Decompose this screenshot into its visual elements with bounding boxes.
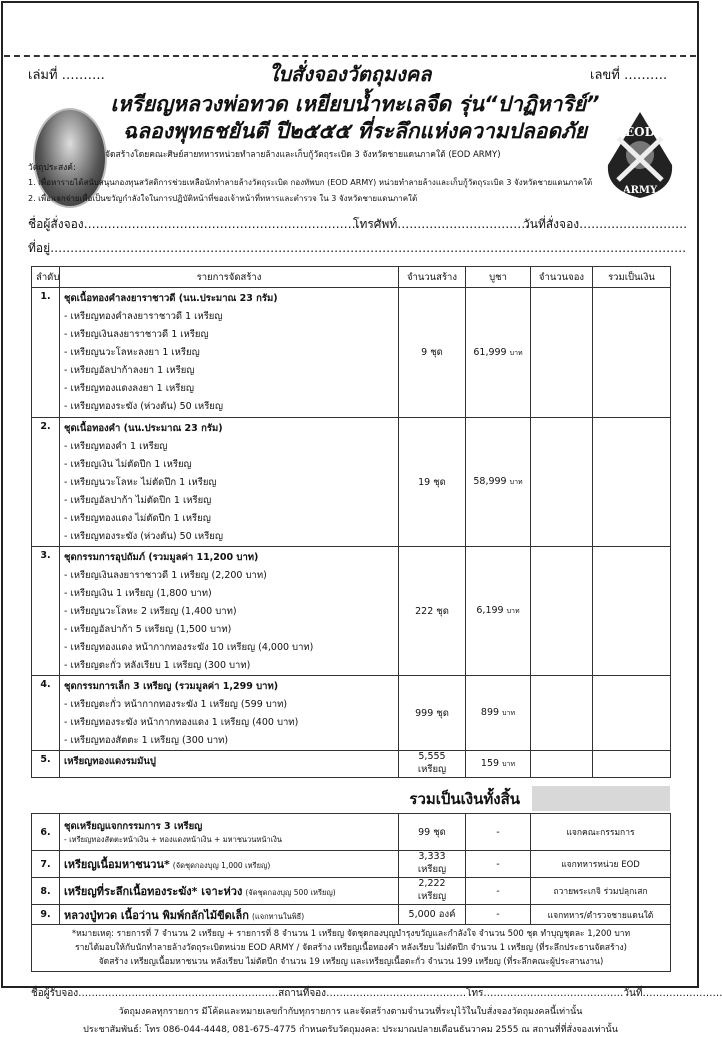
- build-quantity: 99 ชุด: [399, 814, 466, 851]
- receiver-field[interactable]: ชื่อผู้รับจอง……………………………………………………สถานที่จอง……………………………………โทร……………………………………วันที่……………………: [31, 988, 722, 999]
- item-cell: [60, 547, 399, 676]
- order-quantity-input[interactable]: [531, 547, 593, 676]
- price-cell: [466, 676, 531, 751]
- table-header: [32, 267, 671, 288]
- item-component: - เหรียญทองคำลงยาราชาวดี 1 เหรียญ: [64, 311, 223, 322]
- col-no: ลำดับ: [32, 267, 60, 288]
- item-cell: [60, 878, 399, 905]
- col-price: บูชา: [466, 267, 531, 288]
- footer-line-2: ประชาสัมพันธ์: โทร 086-044-4448, 081-675-4775 กำหนดรับวัตถุมงคล: ประมาณปลายเดือนธันวาคม 2555 ณ สถานที่ที่สั่งจองเท่านั้น: [83, 1025, 618, 1035]
- price: -: [466, 851, 531, 878]
- row-number: 8.: [32, 878, 60, 905]
- item-note: (แจกทานในพิธี): [251, 911, 305, 921]
- phone-field[interactable]: โทรศัพท์……………………………: [353, 217, 530, 231]
- item-title: เหรียญทองแดงรมมันปู: [64, 756, 156, 767]
- item-component: - เหรียญทองระฆัง (ห่วงตัน) 50 เหรียญ: [64, 531, 223, 542]
- item-cell: [60, 288, 399, 418]
- table-row: [32, 851, 671, 878]
- item-cell: [60, 676, 399, 751]
- price-unit: บาท: [502, 709, 516, 717]
- table-row: [32, 814, 671, 851]
- price: -: [466, 905, 531, 925]
- item-cell: [60, 814, 399, 851]
- build-quantity: 2,222 เหรียญ: [399, 878, 466, 905]
- item-component: - เหรียญอัลปาก้าลงยา 1 เหรียญ: [64, 365, 195, 376]
- row-total-input[interactable]: [593, 547, 671, 676]
- row-number: 7.: [32, 851, 60, 878]
- objective-1: 1. เพื่อหารายได้สนับสนุนกองทุนสวัสดิการช่วยเหลือนักทำลายล้างวัตถุระเบิด กองทัพบก (EOD ARMY) หน่วยทำลายล้างและเก็บกู้วัตถุระเบิด 3 จังหวัดชายแดนภาคใต้: [28, 178, 593, 187]
- item-component: - เหรียญทองสัตตะ 1 เหรียญ (300 บาท): [64, 735, 229, 746]
- order-date-field[interactable]: วันที่สั่งจอง………………………: [523, 217, 688, 231]
- item-component: - เหรียญนวะโลหะ 2 เหรียญ (1,400 บาท): [64, 606, 237, 617]
- build-quantity: 9 ชุด: [399, 288, 466, 418]
- col-order-qty: จำนวนจอง: [531, 267, 593, 288]
- item-title: ชุดกรรมการเล็ก 3 เหรียญ (รวมมูลค่า 1,299 บาท): [64, 681, 279, 692]
- row-number: 4.: [32, 676, 60, 751]
- order-quantity-input[interactable]: [531, 418, 593, 547]
- order-section: [31, 266, 722, 1037]
- item-component: - เหรียญเงินลงยาราชาวดี 1 เหรียญ (2,200 บาท): [64, 570, 267, 581]
- item-component: - เหรียญอัลปาก้า ไม่ตัดปีก 1 เหรียญ: [64, 495, 212, 506]
- build-quantity: 999 ชุด: [399, 676, 466, 751]
- item-component: - เหรียญทองระฆัง หน้ากากทองแดง 1 เหรียญ (400 บาท): [64, 717, 299, 728]
- item-component: - เหรียญนวะโลหะ ไม่ตัดปีก 1 เหรียญ: [64, 477, 217, 488]
- item-component: - เหรียญนวะโลหะลงยา 1 เหรียญ: [64, 347, 200, 358]
- cut-line: [4, 55, 696, 57]
- table-row: [32, 905, 671, 925]
- item-title: เหรียญที่ระลึกเนื้อทองระฆัง* เจาะห่วง: [64, 885, 243, 898]
- price-unit: บาท: [502, 760, 516, 768]
- logo-text-bottom: ARMY: [622, 185, 658, 196]
- distribution-remark: ถวายพระเกจิ ร่วมปลุกเสก: [531, 878, 671, 905]
- item-component: - เหรียญทองแดงลงยา 1 เหรียญ: [64, 383, 194, 394]
- table-row: [32, 676, 671, 751]
- row-total-input[interactable]: [593, 751, 671, 778]
- distribution-table: [31, 813, 671, 972]
- subtitle-2: ฉลองพุทธชยันตี ปี๒๕๕๕ ที่ระลึกแห่งความปลอดภัย: [122, 119, 588, 143]
- distribution-remark: แจกทหาร/ตำรวจชายแดนใต้: [531, 905, 671, 925]
- col-item: รายการจัดสร้าง: [60, 267, 399, 288]
- page-title: ใบสั่งจองวัตถุมงคล: [268, 62, 432, 86]
- row-number: 3.: [32, 547, 60, 676]
- col-quantity: จำนวนสร้าง: [399, 267, 466, 288]
- table-row: [32, 418, 671, 547]
- remark-line-1: *หมายเหตุ: รายการที่ 7 จำนวน 2 เหรียญ + รายการที่ 8 จำนวน 1 เหรียญ จัดชุดกองบุญบำรุงขวัญและกำลังใจ จำนวน 500 ชุด ทำบุญชุดละ 1,200 บาท: [71, 929, 631, 939]
- price-unit: บาท: [509, 348, 523, 357]
- price-cell: [466, 288, 531, 418]
- build-quantity: 222 ชุด: [399, 547, 466, 676]
- item-title: หลวงปู่ทวด เนื้อว่าน พิมพ์กลักไม้ขีดเล็ก: [64, 908, 249, 922]
- order-table: [31, 266, 671, 778]
- build-quantity: 19 ชุด: [399, 418, 466, 547]
- objectives-label: วัตถุประสงค์:: [28, 163, 76, 173]
- table-row: [32, 878, 671, 905]
- logo-text-top: EOD: [624, 125, 656, 139]
- distribution-remark: แจกทหารหน่วย EOD: [531, 851, 671, 878]
- item-title: เหรียญเนื้อมหาชนวน*: [64, 858, 170, 871]
- item-title: ชุดเนื้อทองคำลงยาราชาวดี (นน.ประมาณ 23 กรัม): [64, 293, 278, 304]
- build-quantity: 5,000 องค์: [399, 905, 466, 925]
- eod-army-logo: [604, 110, 676, 200]
- item-component: - เหรียญทองคำ 1 เหรียญ: [64, 441, 168, 452]
- order-quantity-input[interactable]: [531, 288, 593, 418]
- price: 159: [480, 758, 500, 769]
- col-total: รวมเป็นเงิน: [593, 267, 671, 288]
- item-cell: [60, 851, 399, 878]
- price: 61,999: [473, 346, 507, 358]
- objective-2: 2. เพื่อแจกจ่ายเพื่อเป็นขวัญกำลังใจในการปฏิบัติหน้าที่ของเจ้าหน้าที่ทหารและตำรวจ ใน 3 จังหวัดชายแดนภาคใต้: [28, 194, 418, 203]
- price: 899: [480, 707, 500, 718]
- address-row: [28, 239, 687, 258]
- organizer-line: จัดสร้างโดยคณะศิษย์สายทหารหน่วยทำลายล้างและเก็บกู้วัตถุระเบิด 3 จังหวัดชายแดนภาคใต้ (EOD ARMY): [105, 150, 501, 160]
- build-quantity: 5,555 เหรียญ: [399, 751, 466, 778]
- price: 6,199: [476, 605, 504, 616]
- price-cell: [466, 547, 531, 676]
- footer-line-1: วัตถุมงคลทุกรายการ มีโค้ดและหมายเลขกำกับทุกรายการ และจัดสร้างตามจำนวนที่ระบุไว้ในใบสั่งจองวัตถุมงคลนี้เท่านั้น: [118, 1007, 583, 1017]
- item-component: - เหรียญเงิน ไม่ตัดปีก 1 เหรียญ: [64, 459, 192, 470]
- price: 58,999: [473, 476, 507, 487]
- item-component: - เหรียญทองระฆัง (ห่วงตัน) 50 เหรียญ: [64, 401, 223, 412]
- price-unit: บาท: [509, 478, 523, 486]
- item-component: - เหรียญตะกั่ว หน้ากากทองระฆัง 1 เหรียญ (599 บาท): [64, 699, 288, 710]
- orderer-row: [28, 215, 688, 234]
- item-title: ชุดเหรียญแจกกรรมการ 3 เหรียญ: [64, 820, 203, 832]
- item-note: (จัดชุดกองบุญ 500 เหรียญ): [245, 888, 336, 897]
- item-component: - เหรียญเงินลงยาราชาวดี 1 เหรียญ: [64, 329, 209, 340]
- item-cell: [60, 418, 399, 547]
- grand-total-label: รวมเป็นเงินทั้งสิ้น: [409, 789, 520, 808]
- row-number: 1.: [32, 288, 60, 418]
- order-quantity-input[interactable]: [531, 676, 593, 751]
- item-note: (จัดชุดกองบุญ 1,000 เหรียญ): [172, 861, 271, 870]
- item-component: - เหรียญทองแดง ไม่ตัดปีก 1 เหรียญ: [64, 513, 211, 524]
- item-component: - เหรียญทองแดง หน้ากากทองระฆัง 10 เหรียญ (4,000 บาท): [64, 642, 314, 653]
- price: -: [466, 878, 531, 905]
- remarks-row: [32, 925, 671, 972]
- subtitle-1: เหรียญหลวงพ่อทวด เหยียบน้ำทะเลจืด รุ่น“ปาฏิหาริย์”: [110, 92, 600, 116]
- price-unit: บาท: [506, 607, 520, 615]
- item-component: - เหรียญเงิน 1 เหรียญ (1,800 บาท): [64, 588, 212, 599]
- build-quantity: 3,333 เหรียญ: [399, 851, 466, 878]
- row-number: 5.: [32, 751, 60, 778]
- document-number: เลขที่ ……….: [590, 68, 668, 83]
- grand-total-row: [31, 786, 670, 811]
- address-field[interactable]: ที่อยู่……………………………………………………………………………………………………………………………………………: [28, 241, 687, 255]
- row-total-input[interactable]: [593, 676, 671, 751]
- item-title: ชุดเนื้อทองคำ (นน.ประมาณ 23 กรัม): [64, 423, 223, 434]
- item-component: - เหรียญอัลปาก้า 5 เหรียญ (1,500 บาท): [64, 624, 232, 635]
- item-title: ชุดกรรมการอุปถัมภ์ (รวมมูลค่า 11,200 บาท): [64, 552, 259, 563]
- grand-total-field[interactable]: [532, 786, 670, 811]
- price-cell: [466, 418, 531, 547]
- row-total-input[interactable]: [593, 288, 671, 418]
- table-row: [32, 751, 671, 778]
- row-number: 9.: [32, 905, 60, 925]
- item-note: - เหรียญทองสัตตะหน้าเงิน + ทองแดงหน้าเงิน + มหาชนวนหน้าเงิน: [64, 834, 283, 844]
- price-cell: [466, 751, 531, 778]
- item-cell: [60, 905, 399, 925]
- distribution-remark: แจกคณะกรรมการ: [531, 814, 671, 851]
- item-component: - เหรียญตะกั่ว หลังเรียบ 1 เหรียญ (300 บาท): [64, 660, 251, 671]
- book-number: เล่มที่ ……….: [28, 68, 105, 83]
- orderer-name-field[interactable]: ชื่อผู้สั่งจอง……………………………………………………………: [28, 217, 360, 231]
- price: -: [466, 814, 531, 851]
- item-cell: [60, 751, 399, 778]
- table-row: [32, 288, 671, 418]
- remark-line-2: รายได้มอบให้กับนักทำลายล้างวัตถุระเบิดหน่วย EOD ARMY / จัดสร้าง เหรียญเนื้อทองคำ หลังเรียบ ไม่ตัดปีก จำนวน 1 เหรียญ (ที่ระลึกประธานจัดสร้าง): [75, 943, 627, 953]
- row-total-input[interactable]: [593, 418, 671, 547]
- table-row: [32, 547, 671, 676]
- remark-line-3: จัดสร้าง เหรียญเนื้อมหาชนวน หลังเรียบ ไม่ตัดปีก จำนวน 19 เหรียญ และเหรียญเนื้อตะกั่ว จำนวน 199 เหรียญ (ที่ระลึกคณะผู้ประสานงาน): [98, 957, 604, 967]
- order-quantity-input[interactable]: [531, 751, 593, 778]
- row-number: 2.: [32, 418, 60, 547]
- row-number: 6.: [32, 814, 60, 851]
